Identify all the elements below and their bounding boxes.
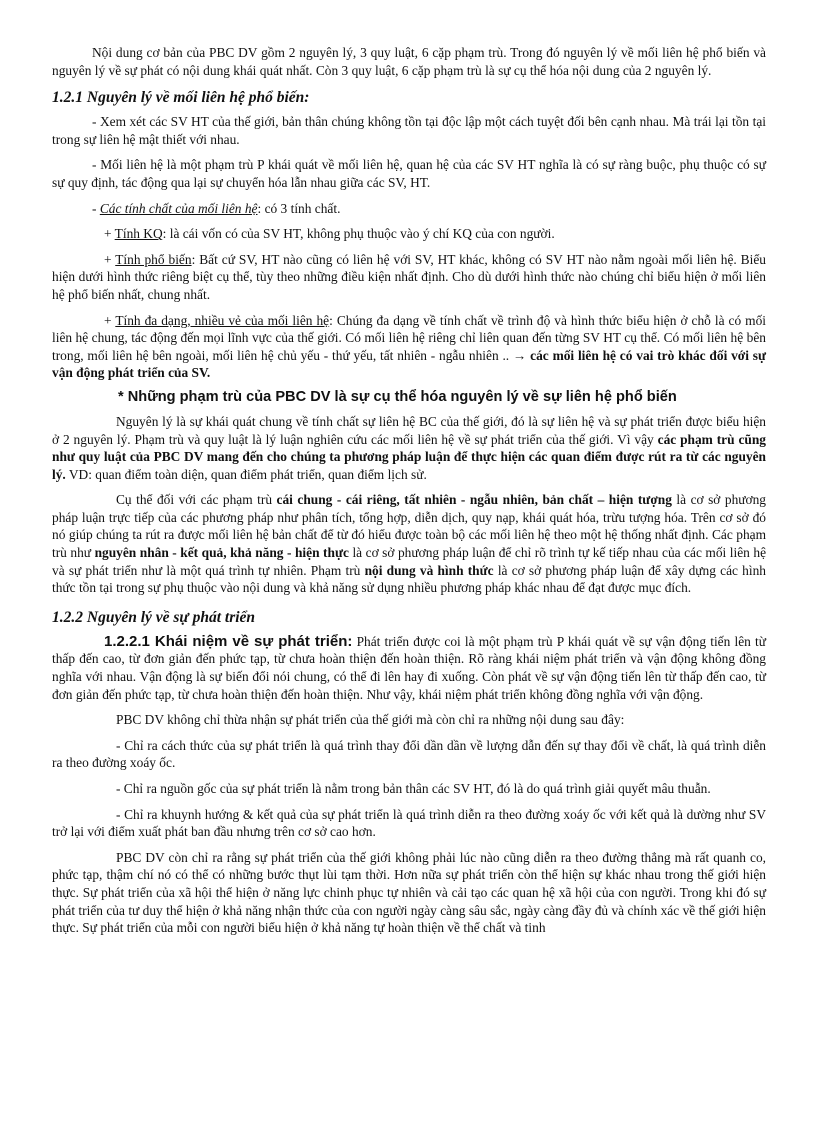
properties-intro bbox=[52, 200, 766, 218]
property-objective-text: : là cái vốn có của SV HT, không phụ thuộc vào ý chí KQ của con người. bbox=[162, 226, 555, 242]
property-universal-label: Tính phổ biến bbox=[115, 251, 192, 267]
heading-1-2-2-1: 1.2.2.1 Khái niệm về sự phát triển: bbox=[104, 632, 353, 650]
categories-title: * Những phạm trù của PBC DV là sự cụ thể hóa nguyên lý về sự liên hệ phổ biến bbox=[118, 388, 677, 405]
properties-dash: - bbox=[92, 200, 100, 216]
property-universal-plus: + bbox=[104, 251, 116, 267]
categories-p2-bold-1: cái chung - cái riêng, tất nhiên - ngẫu nhiên, bản chất – hiện tượng bbox=[276, 492, 672, 508]
categories-p2-bold-2: nguyên nhân - kết quả, khả năng - hiện thực bbox=[94, 545, 349, 561]
property-diverse-label: Tính đa dạng, nhiều vẻ của mối liên hệ bbox=[115, 312, 330, 328]
property-diverse-plus: + bbox=[104, 312, 116, 328]
categories-p2-text-a: Cụ thể đối với các phạm trù bbox=[116, 492, 277, 508]
categories-p2-text-b: là cơ sở phương pháp luận trực tiếp của các phương pháp như phân tích, tổng hợp, diễn dịch, quy nạp, khái quát hóa, trừu tượng hóa. Trên cơ sở đó nó giúp chúng ta rút ra được mối liên hệ bản chất để từ đó hiểu được toàn bộ các mối liên hệ theo một hệ thống nhất định. Các phạm trù như bbox=[52, 492, 766, 561]
property-objective-plus: + bbox=[104, 226, 115, 242]
properties-label: Các tính chất của mối liên hệ bbox=[99, 200, 258, 216]
development-concept-text: Phát triển được coi là một phạm trù P khái quát về sự vận động tiến lên từ thấp đến cao, từ đơn giản đến phức tạp, từ chưa hoàn thiện đến hoàn thiện. Rõ ràng khái niệm phát triển và vận động không đồng nghĩa với nhau. Vận động là sự biến đổi nói chung, có thể đi lên hay đi xuống. Còn phát về sự vận động tiến lên từ thấp đến cao, từ đơn giản đến phức tạp, từ chưa hoàn thiện đến hoàn thiện. Như vậy, khái niệm phát triển không đồng nghĩa với vận động. bbox=[52, 633, 766, 702]
categories-p2-text-d: là cơ sở phương pháp luận để xây dựng các hình thức tồn tại trong sự phụ thuộc vào nội dung và khả năng sử dụng nhiều phương pháp khác nhau để đạt được mục đích. bbox=[52, 562, 766, 596]
categories-p1-bold: các phạm trù cũng như quy luật của PBC DV mang đến cho chúng ta phương pháp luận để thực hiện các quan điểm được rút ra từ các nguyên lý. bbox=[52, 431, 766, 482]
development-paragraph-6: PBC DV còn chỉ ra rằng sự phát triển của thế giới không phải lúc nào cũng diễn ra theo đường thẳng mà rất quanh co, phức tạp, thậm chí nó có thể có những bước thụt lùi tạm thời. Hơn nữa sự phát triển còn thể hiện sự khác nhau trong thế giới hiện thực. Sự phát triển của xã hội thể hiện ở năng lực chinh phục tự nhiên và cải tạo các quan hệ xã hội của con người. Trong khi đó sự phát triển của tư duy thể hiện ở khả năng nhận thức của con người ngày càng sâu sắc, ngày càng đầy đủ và chính xác về thế giới hiện thực. Sự phát triển của mỗi con người biểu hiện ở khả năng tự hoàn thiện về thể chất và tinh bbox=[52, 849, 766, 936]
property-universal-text: : Bất cứ SV, HT nào cũng có liên hệ với SV, HT khác, không có SV HT nào nằm ngoài mối liên hệ. Biểu hiện dưới hình thức riêng biệt cụ thể, tùy theo những điều kiện nhất định. Cho dù dưới hình thức nào chúng chỉ biểu hiện ở mối liên hệ phổ biến nhất, chung nhất. bbox=[52, 251, 766, 302]
development-paragraph-4: - Chỉ ra nguồn gốc của sự phát triển là nằm trong bản thân các SV HT, đó là do quá trình giải quyết mâu thuẫn. bbox=[116, 781, 711, 796]
property-universal bbox=[52, 251, 766, 304]
development-paragraph-5: - Chỉ ra khuynh hướng & kết quả của sự phát triển là quá trình diễn ra theo đường xoáy ốc với kết quả là dường như SV trở lại với điểm xuất phát ban đầu nhưng trên cơ sở cao hơn. bbox=[52, 806, 766, 840]
property-diverse-bold: các mối liên hệ có vai trò khác đối với sự vận động phát triển của SV. bbox=[52, 347, 767, 381]
paragraph-2: - Mối liên hệ là một phạm trù P khái quát về mối liên hệ, quan hệ của các SV HT nghĩa là có sự ràng buộc, phụ thuộc có sự sự quy định, tác động qua lại sự chuyển hóa lẫn nhau giữa các SV, HT. bbox=[52, 157, 766, 190]
property-diverse bbox=[52, 312, 766, 382]
heading-1-2-2: 1.2.2 Nguyên lý về sự phát triển bbox=[52, 608, 256, 626]
property-objective bbox=[52, 225, 766, 243]
property-diverse-text: : Chúng đa dạng về tính chất về trình độ và hình thức biểu hiện ở chỗ là có mối liên hệ chung, tác động đến mọi lĩnh vực của thế giới. Có mối liên hệ riêng chỉ liên quan đến từng SV HT cụ thể. Có mối liên hệ bên trong, mối liên hệ bên ngoài, mối liên hệ chủ yếu - thứ yếu, tất nhiên - ngẫu nhiên .. → bbox=[52, 312, 766, 363]
intro-paragraph: Nội dung cơ bản của PBC DV gồm 2 nguyên lý, 3 quy luật, 6 cặp phạm trù. Trong đó nguyên lý về mối liên hệ phổ biến và nguyên lý về sự phát có nội dung khái quát nhất. Còn 3 quy luật, 6 cặp phạm trù là sự cụ thể hóa nội dung của 2 nguyên lý. bbox=[52, 45, 766, 78]
categories-p2-bold-3: nội dung và hình thức bbox=[364, 562, 494, 578]
categories-p1-text-b: VD: quan điểm toàn diện, quan điểm phát triển, quan điểm lịch sử. bbox=[65, 466, 427, 482]
development-concept-paragraph bbox=[52, 633, 766, 703]
heading-1-2-1: 1.2.1 Nguyên lý về mối liên hệ phổ biến: bbox=[52, 89, 310, 107]
development-paragraph-3: - Chỉ ra cách thức của sự phát triển là quá trình thay đổi dần dần về lượng dẫn đến sự thay đổi về chất, là quá trình diễn ra theo đường xoáy ốc. bbox=[52, 737, 766, 771]
categories-p1-text-a: Nguyên lý là sự khái quát chung về tính chất sự liên hệ BC của thế giới, đó là sự liên hệ và sự phát triển được biểu hiện ở 2 nguyên lý. Phạm trù và quy luật là lý luận nghiên cứu các mối liên hệ về sự phát triển của thế giới. Vì vậy bbox=[52, 413, 766, 447]
categories-paragraph-1 bbox=[52, 413, 766, 483]
development-paragraph-2: PBC DV không chỉ thừa nhận sự phát triển của thế giới mà còn chỉ ra những nội dung sau đây: bbox=[116, 712, 625, 728]
categories-p2-text-c: là cơ sở phương pháp luận để chỉ rõ trình tự kế tiếp nhau của các mối liên hệ và sự phát triển như là một quá trình tự nhiên. Phạm trù bbox=[52, 545, 767, 578]
property-objective-label: Tính KQ bbox=[114, 226, 163, 242]
paragraph-1: - Xem xét các SV HT của thế giới, bản thân chúng không tồn tại độc lập một cách tuyệt đối bên cạnh nhau. Mà trái lại tồn tại trong sự liên hệ mật thiết với nhau. bbox=[52, 114, 766, 147]
categories-paragraph-2 bbox=[52, 491, 766, 597]
properties-rest: : có 3 tính chất. bbox=[257, 200, 341, 216]
